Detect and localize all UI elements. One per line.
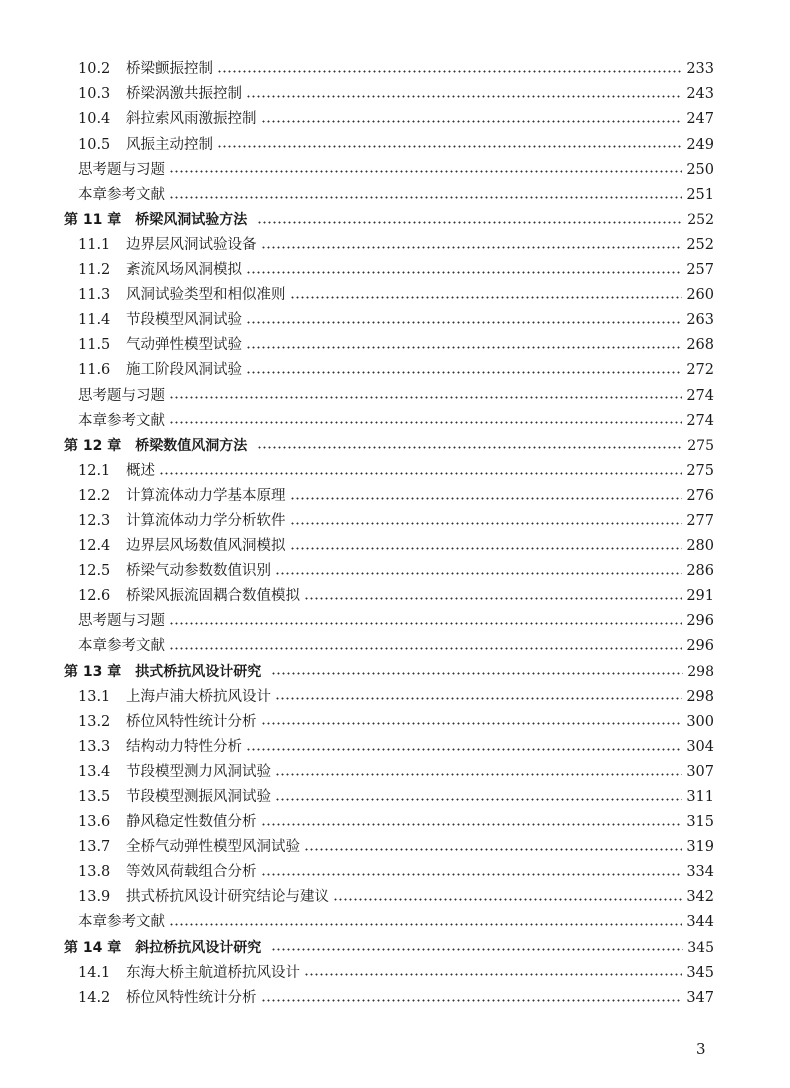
toc-entry-title: 等效风荷载组合分析: [126, 864, 257, 881]
toc-entry-page: 345: [686, 964, 714, 981]
toc-entry-page: 345: [687, 939, 714, 956]
toc-entry-title: 计算流体动力学基本原理: [126, 487, 286, 504]
toc-section-row: [0, 835, 790, 860]
toc-entry-page: 272: [686, 362, 714, 379]
toc-entry-page: 249: [686, 136, 714, 153]
toc-entry-page: 250: [686, 161, 714, 178]
toc-section-row: [0, 584, 790, 609]
toc-entry-title: 全桥气动弹性模型风洞试验: [126, 839, 300, 856]
toc-entry-number: 14.2: [78, 989, 111, 1006]
toc-entry-page: 315: [686, 814, 714, 831]
toc-entry-title: 风振主动控制: [126, 136, 213, 153]
toc-entry-number: 13.5: [78, 789, 111, 806]
toc-misc-row: [0, 408, 790, 433]
toc-entry-page: 274: [686, 387, 714, 404]
toc-entry-page: 347: [686, 989, 714, 1006]
toc-entry-number: 13.3: [78, 738, 111, 755]
toc-entry-title: 计算流体动力学分析软件: [126, 512, 286, 529]
toc-entry-number: 11.4: [78, 312, 111, 329]
toc-entry-page: 342: [686, 889, 714, 906]
toc-entry-number: 13.8: [78, 864, 111, 881]
toc-entry-number: 12.1: [78, 462, 111, 479]
table-of-contents: [0, 57, 790, 1011]
toc-entry-page: 296: [686, 638, 714, 655]
toc-entry-title: 思考题与习题: [78, 613, 165, 630]
toc-entry-number: 12.3: [78, 512, 111, 529]
toc-chapter-row: [0, 935, 790, 960]
toc-entry-page: 274: [686, 412, 714, 429]
dot-leader: [290, 296, 683, 299]
toc-entry-page: 275: [686, 462, 714, 479]
toc-entry-title: 桥梁颤振控制: [126, 61, 213, 78]
dot-leader: [246, 371, 682, 374]
toc-entry-title: 桥梁气动参数数值识别: [126, 563, 271, 580]
toc-entry-number: 11.5: [78, 337, 111, 354]
dot-leader: [304, 848, 682, 851]
toc-entry-title: 节段模型测力风洞试验: [126, 763, 271, 780]
dot-leader: [159, 472, 682, 475]
toc-entry-title: 本章参考文献: [78, 914, 165, 931]
toc-entry-title: 施工阶段风洞试验: [126, 362, 242, 379]
toc-entry-title: 桥梁风洞试验方法: [135, 212, 248, 229]
toc-entry-page: 298: [687, 663, 714, 680]
toc-entry-title: 本章参考文献: [78, 412, 165, 429]
toc-entry-title: 上海卢浦大桥抗风设计: [126, 688, 271, 705]
dot-leader: [169, 396, 682, 399]
toc-entry-page: 252: [687, 212, 714, 229]
dot-leader: [246, 95, 682, 98]
toc-misc-row: [0, 609, 790, 634]
toc-entry-title: 节段模型风洞试验: [126, 312, 242, 329]
toc-entry-title: 风洞试验类型和相似准则: [126, 287, 286, 304]
dot-leader: [290, 497, 683, 500]
toc-entry-page: 307: [686, 763, 714, 780]
toc-entry-number: 12.4: [78, 538, 111, 555]
toc-section-row: [0, 760, 790, 785]
toc-entry-number: 13.9: [78, 889, 111, 906]
toc-entry-page: 257: [686, 262, 714, 279]
toc-chapter-row: [0, 659, 790, 684]
dot-leader: [275, 773, 682, 776]
toc-misc-row: [0, 182, 790, 207]
dot-leader: [275, 798, 682, 801]
toc-entry-number: 第 12 章: [64, 437, 122, 454]
toc-entry-number: 10.2: [78, 61, 111, 78]
toc-entry-number: 12.5: [78, 563, 111, 580]
toc-section-row: [0, 960, 790, 985]
toc-entry-number: 第 11 章: [64, 212, 122, 229]
toc-entry-number: 14.1: [78, 964, 111, 981]
toc-entry-number: 13.1: [78, 688, 111, 705]
toc-entry-page: 243: [686, 86, 714, 103]
toc-section-row: [0, 509, 790, 534]
dot-leader: [261, 120, 683, 123]
toc-entry-title: 思考题与习题: [78, 387, 165, 404]
toc-entry-page: 276: [686, 487, 714, 504]
dot-leader: [261, 722, 683, 725]
toc-entry-number: 12.6: [78, 588, 111, 605]
toc-entry-title: 边界层风场数值风洞模拟: [126, 538, 286, 555]
dot-leader: [275, 572, 682, 575]
toc-entry-title: 桥位风特性统计分析: [126, 989, 257, 1006]
toc-entry-number: 13.4: [78, 763, 111, 780]
toc-entry-page: 304: [686, 738, 714, 755]
toc-entry-number: 10.4: [78, 111, 111, 128]
toc-entry-page: 319: [686, 839, 714, 856]
toc-chapter-row: [0, 433, 790, 458]
toc-entry-title: 概述: [126, 462, 155, 479]
dot-leader: [169, 170, 682, 173]
toc-entry-page: 334: [686, 864, 714, 881]
dot-leader: [275, 697, 682, 700]
toc-misc-row: [0, 910, 790, 935]
toc-entry-number: 10.3: [78, 86, 111, 103]
dot-leader: [290, 522, 683, 525]
toc-entry-title: 桥梁风振流固耦合数值模拟: [126, 588, 300, 605]
toc-entry-number: 11.6: [78, 362, 111, 379]
toc-entry-page: 251: [686, 186, 714, 203]
toc-entry-title: 结构动力特性分析: [126, 738, 242, 755]
dot-leader: [169, 196, 682, 199]
toc-misc-row: [0, 157, 790, 182]
dot-leader: [246, 346, 682, 349]
dot-leader: [257, 221, 683, 224]
toc-section-row: [0, 709, 790, 734]
toc-section-row: [0, 534, 790, 559]
toc-entry-page: 311: [686, 789, 714, 806]
toc-section-row: [0, 459, 790, 484]
dot-leader: [169, 421, 682, 424]
toc-entry-number: 13.6: [78, 814, 111, 831]
dot-leader: [261, 873, 683, 876]
dot-leader: [261, 999, 683, 1002]
toc-entry-title: 东海大桥主航道桥抗风设计: [126, 964, 300, 981]
toc-entry-page: 296: [686, 613, 714, 630]
toc-entry-title: 本章参考文献: [78, 186, 165, 203]
toc-section-row: [0, 107, 790, 132]
dot-leader: [169, 647, 682, 650]
toc-entry-page: 298: [686, 688, 714, 705]
toc-entry-page: 291: [686, 588, 714, 605]
dot-leader: [304, 973, 682, 976]
dot-leader: [304, 597, 682, 600]
toc-entry-page: 233: [686, 61, 714, 78]
toc-entry-title: 思考题与习题: [78, 161, 165, 178]
dot-leader: [246, 748, 682, 751]
toc-entry-page: 344: [686, 914, 714, 931]
toc-entry-number: 13.7: [78, 839, 111, 856]
dot-leader: [217, 145, 682, 148]
toc-section-row: [0, 785, 790, 810]
toc-entry-title: 桥位风特性统计分析: [126, 713, 257, 730]
dot-leader: [271, 672, 683, 675]
toc-section-row: [0, 82, 790, 107]
toc-entry-page: 260: [686, 287, 714, 304]
toc-entry-number: 第 14 章: [64, 939, 122, 956]
toc-section-row: [0, 810, 790, 835]
toc-entry-page: 247: [686, 111, 714, 128]
toc-section-row: [0, 885, 790, 910]
toc-entry-title: 斜拉索风雨激振控制: [126, 111, 257, 128]
toc-section-row: [0, 308, 790, 333]
toc-section-row: [0, 57, 790, 82]
toc-entry-page: 286: [686, 563, 714, 580]
dot-leader: [169, 923, 682, 926]
toc-entry-page: 277: [686, 512, 714, 529]
toc-entry-title: 边界层风洞试验设备: [126, 236, 257, 253]
toc-entry-title: 气动弹性模型试验: [126, 337, 242, 354]
toc-entry-page: 268: [686, 337, 714, 354]
toc-entry-title: 桥梁涡激共振控制: [126, 86, 242, 103]
dot-leader: [217, 70, 682, 73]
toc-section-row: [0, 985, 790, 1010]
dot-leader: [290, 547, 683, 550]
toc-section-row: [0, 684, 790, 709]
toc-section-row: [0, 333, 790, 358]
dot-leader: [271, 948, 683, 951]
dot-leader: [261, 246, 683, 249]
toc-entry-number: 11.3: [78, 287, 111, 304]
toc-entry-number: 第 13 章: [64, 663, 122, 680]
toc-entry-title: 斜拉桥抗风设计研究: [135, 939, 262, 956]
toc-section-row: [0, 559, 790, 584]
toc-entry-title: 桥梁数值风洞方法: [135, 437, 248, 454]
toc-entry-page: 263: [686, 312, 714, 329]
toc-entry-title: 紊流风场风洞模拟: [126, 262, 242, 279]
toc-entry-title: 拱式桥抗风设计研究结论与建议: [126, 889, 329, 906]
toc-section-row: [0, 258, 790, 283]
toc-entry-number: 13.2: [78, 713, 111, 730]
toc-entry-number: 10.5: [78, 136, 111, 153]
toc-entry-number: 11.2: [78, 262, 111, 279]
toc-section-row: [0, 735, 790, 760]
dot-leader: [169, 622, 682, 625]
toc-entry-title: 静风稳定性数值分析: [126, 814, 257, 831]
toc-entry-title: 本章参考文献: [78, 638, 165, 655]
toc-entry-title: 节段模型测振风洞试验: [126, 789, 271, 806]
toc-misc-row: [0, 634, 790, 659]
toc-entry-title: 拱式桥抗风设计研究: [135, 663, 262, 680]
dot-leader: [333, 898, 682, 901]
toc-entry-page: 275: [687, 437, 714, 454]
dot-leader: [261, 823, 683, 826]
dot-leader: [246, 321, 682, 324]
toc-section-row: [0, 283, 790, 308]
toc-entry-number: 12.2: [78, 487, 111, 504]
toc-entry-page: 252: [686, 236, 714, 253]
toc-section-row: [0, 860, 790, 885]
toc-section-row: [0, 132, 790, 157]
toc-section-row: [0, 484, 790, 509]
toc-section-row: [0, 358, 790, 383]
toc-misc-row: [0, 383, 790, 408]
dot-leader: [246, 271, 682, 274]
toc-chapter-row: [0, 208, 790, 233]
toc-entry-page: 300: [686, 713, 714, 730]
toc-entry-page: 280: [686, 538, 714, 555]
toc-entry-number: 11.1: [78, 236, 111, 253]
dot-leader: [257, 446, 683, 449]
toc-section-row: [0, 233, 790, 258]
page-number: 3: [696, 1040, 706, 1058]
